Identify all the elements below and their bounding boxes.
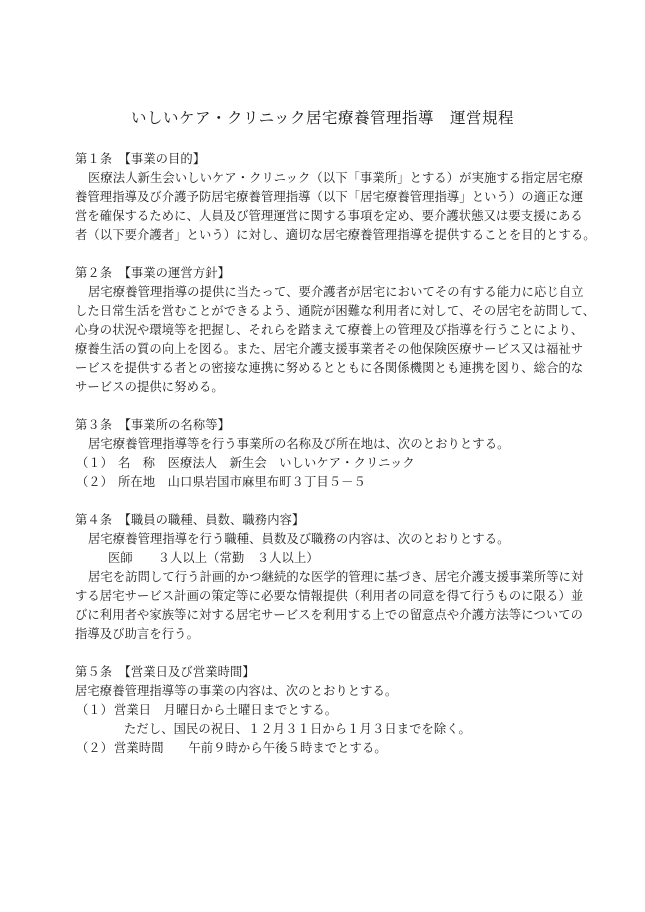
article-3-item-text: 名 称 医療法人 新生会 いしいケア・クリニック bbox=[118, 456, 415, 470]
article-1-line: 医療法人新生会いしいケア・クリニック（以下「事業所」とする）が実施する指定居宅療 bbox=[88, 171, 584, 185]
article-4-intro: 居宅療養管理指導を行う職種、員数及び職務の内容は、次のとおりとする。 bbox=[88, 532, 510, 546]
document-title: いしいケア・クリニック居宅療養管理指導 運営規程 bbox=[130, 109, 515, 127]
article-5-heading: 第５条 【営業日及び営業時間】 bbox=[75, 665, 255, 679]
article-3-heading: 第３条 【事業所の名称等】 bbox=[75, 418, 231, 432]
article-2-line: サービスの提供に努める。 bbox=[75, 380, 224, 394]
article-4-line: する居宅サービス計画の策定等に必要な情報提供（利用者の同意を得て行うものに限る）並 bbox=[75, 589, 584, 603]
article-5-item-number: （２） bbox=[76, 741, 113, 755]
article-4-staff: 医師 ３人以上（常勤 ３人以上） bbox=[108, 551, 319, 565]
article-4-heading: 第４条 【職員の職種、員数、職務内容】 bbox=[75, 513, 305, 527]
article-5-item-text: 営業時間 午前９時から午後５時までとする。 bbox=[114, 741, 387, 755]
article-1-line: 養管理指導及び介護予防居宅療養管理指導（以下「居宅療養管理指導」という）の適正な運 bbox=[75, 190, 584, 204]
article-1-line: 営を確保するために、人員及び管理運営に関する事項を定め、要介護状態又は要支援にある bbox=[75, 209, 583, 223]
article-2-line: 心身の状況や環境等を把握し、それらを踏まえて療養上の管理及び指導を行うことにより、 bbox=[75, 323, 584, 337]
article-5-item-number: （１） bbox=[76, 703, 113, 717]
article-4-line: 居宅を訪問して行う計画的かつ継続的な医学的管理に基づき、居宅介護支援事業所等に対 bbox=[88, 570, 584, 584]
article-5-item-text: 営業日 月曜日から土曜日までとする。 bbox=[114, 703, 338, 717]
article-2-line: ービスを提供する者との密接な連携に努めるとともに各関係機関とも連携を図り、総合的な bbox=[75, 361, 584, 375]
article-5-intro: 居宅療養管理指導等の事業の内容は、次のとおりとする。 bbox=[75, 684, 398, 698]
article-1-line: 者（以下要介護者」という）に対し、適切な居宅療養管理指導を提供することを目的とする。 bbox=[75, 228, 596, 242]
article-4-line: 指導及び助言を行う。 bbox=[75, 627, 199, 641]
article-1-heading: 第１条 【事業の目的】 bbox=[75, 152, 206, 166]
article-3-item-text: 所在地 山口県岩国市麻里布町３丁目５－５ bbox=[118, 475, 366, 489]
article-2-line: 居宅療養管理指導の提供に当たって、要介護者が居宅においてその有する能力に応じ自立 bbox=[88, 285, 584, 299]
article-3-item-number: （２） bbox=[76, 475, 113, 489]
article-2-line: した日常生活を営むことができるよう、通院が困難な利用者に対して、その居宅を訪問して、 bbox=[75, 304, 596, 318]
article-3-intro: 居宅療養管理指導等を行う事業所の名称及び所在地は、次のとおりとする。 bbox=[88, 437, 510, 451]
article-3-item-number: （１） bbox=[76, 456, 113, 470]
article-2-line: 療養生活の質の向上を図る。また、居宅介護支援事業者その他保険医療サービス又は福祉サ bbox=[75, 342, 584, 356]
article-5-item-text: ただし、国民の祝日、１２月３１日から１月３日までを除く。 bbox=[124, 722, 471, 736]
article-4-line: びに利用者や家族等に対する居宅サービスを利用する上での留意点や介護方法等についての bbox=[75, 608, 584, 622]
article-2-heading: 第２条 【事業の運営方針】 bbox=[75, 266, 231, 280]
